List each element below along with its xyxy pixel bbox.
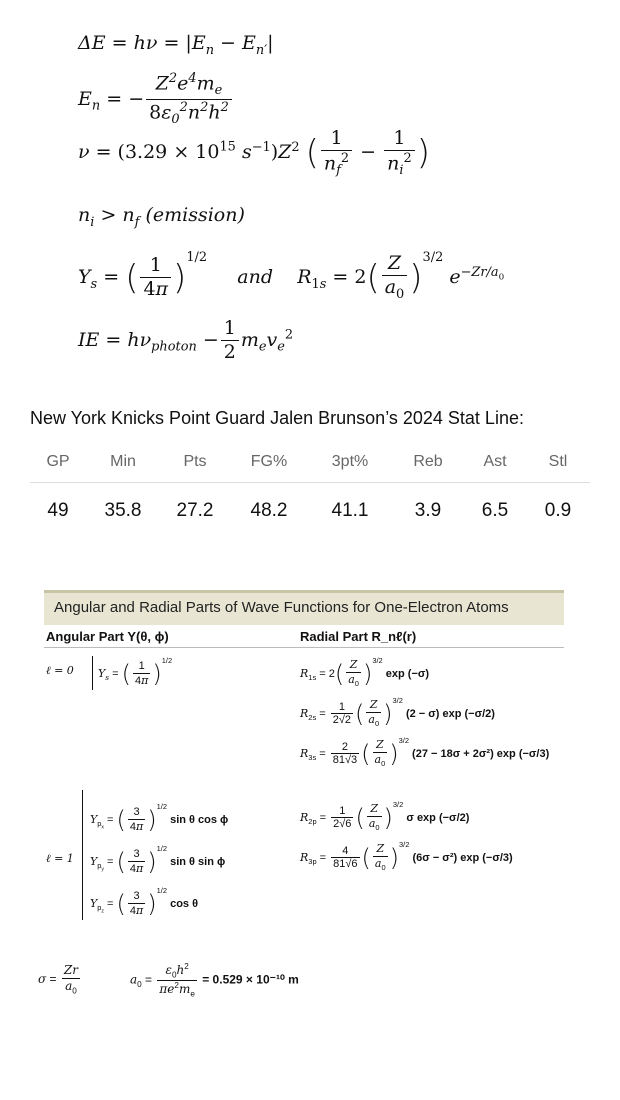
stat-header-min: Min (110, 453, 136, 470)
stat-header-3pt: 3pt% (331, 453, 369, 470)
stat-header-reb: Reb (413, 453, 443, 470)
r2s-equation: $R_{2s}$ = $\frac{1}{2√2}$ ( $\frac{Z}{a_0}$ )$^{3/2}$ (2 − σ) exp (−σ/2) (300, 696, 495, 729)
equation-energy-difference: $\Delta E = h\nu = |E_n - E_{n'}|$ (78, 32, 274, 58)
r1s-equation: $R_{1s} = 2$( $\frac{Z}{a_0}$ )$^{3/2}$ exp (−σ) (300, 656, 430, 689)
stat-header-ast: Ast (483, 453, 507, 470)
stat-header-stl: Stl (548, 453, 568, 470)
radial-part-header: Radial Part R_nℓ(r) (300, 629, 417, 644)
header-divider (44, 647, 564, 648)
ypy-equation: $Y_{p_y}$ = ( $\frac{3}{4\pi}$ )$^{1/2}$ sin θ sin ϕ (90, 844, 226, 877)
l0-brace (92, 656, 93, 690)
equation-ionization-energy: IE = $h\nu_{photon}$ − $\frac{1}{2}$ $m_ev_e^2$ (78, 317, 294, 363)
stat-header-pts: Pts (183, 453, 207, 470)
equation-energy-level: $E_n$ = − $\frac{Z^2e^4m_e}{8\varepsilon_0^2n^2h^2}$ (78, 72, 234, 128)
equation-emission-condition: $n_i > n_f$ (emission) (78, 204, 245, 230)
stat-header-gp: GP (46, 453, 70, 470)
stat-value-gp: 49 (47, 500, 69, 521)
stat-header-fg: FG% (250, 453, 288, 470)
stat-header-row (30, 442, 590, 483)
sigma-definition: σ = $\frac{Zr}{a_0}$ (38, 963, 78, 996)
bohr-radius-definition: $a_0$ = $\frac{\varepsilon_0h^2}{\pi e^2m_e}$ = 0.529 × 10⁻¹⁰ m (130, 962, 299, 999)
l1-label: ℓ = 1 (46, 852, 74, 865)
stat-value-3pt: 41.1 (331, 500, 369, 521)
stat-value-reb: 3.9 (414, 500, 442, 521)
l1-brace (82, 790, 83, 920)
stat-value-fg: 48.2 (250, 500, 288, 521)
r3s-equation: $R_{3s}$ = $\frac{2}{81√3}$ ( $\frac{Z}{a_0}$ )$^{3/2}$ (27 − 18σ + 2σ²) exp (−σ/3) (300, 736, 550, 769)
stat-table (30, 442, 590, 539)
stat-value-pts: 27.2 (176, 500, 214, 521)
ypx-equation: $Y_{p_x}$ = ( $\frac{3}{4\pi}$ )$^{1/2}$ sin θ cos ϕ (90, 802, 229, 835)
stat-value-row (30, 483, 590, 539)
ypz-equation: $Y_{p_z}$ = ( $\frac{3}{4\pi}$ )$^{1/2}$ cos θ (90, 886, 199, 919)
stat-value-ast: 6.5 (481, 500, 509, 521)
r3p-equation: $R_{3p}$ = $\frac{4}{81√6}$ ( $\frac{Z}{a_0}$ )$^{3/2}$ (6σ − σ²) exp (−σ/3) (300, 840, 513, 873)
equation-frequency: $\nu = (3.29 \times 10^{15}$ $s^{-1})Z^2$ ( $\frac{1}{n_f^2}$ − $\frac{1}{n_i^2}$ ) (78, 127, 431, 178)
equation-wavefunctions: $Y_s$ = ( $\frac{1}{4\pi}$ )$^{1/2}$ and $R_{1s} = 2$( $\frac{Z}{a_0}$ )$^{3/2}$ $e^{-Zr/a_0}$ (78, 250, 505, 303)
angular-part-header: Angular Part Y(θ, ϕ) (46, 629, 169, 644)
r2p-equation: $R_{2p}$ = $\frac{1}{2√6}$ ( $\frac{Z}{a_0}$ )$^{3/2}$ σ exp (−σ/2) (300, 800, 470, 833)
stat-value-min: 35.8 (104, 500, 142, 521)
wave-table-title: Angular and Radial Parts of Wave Functions for One-Electron Atoms (54, 599, 509, 616)
ys-equation: $Y_s$ = ( $\frac{1}{4\pi}$ )$^{1/2}$ (98, 656, 173, 689)
l0-label: ℓ = 0 (46, 664, 74, 677)
wave-table-title-bar (44, 590, 564, 625)
stat-line-title: New York Knicks Point Guard Jalen Brunson’s 2024 Stat Line: (30, 408, 524, 428)
stat-value-stl: 0.9 (544, 500, 572, 521)
